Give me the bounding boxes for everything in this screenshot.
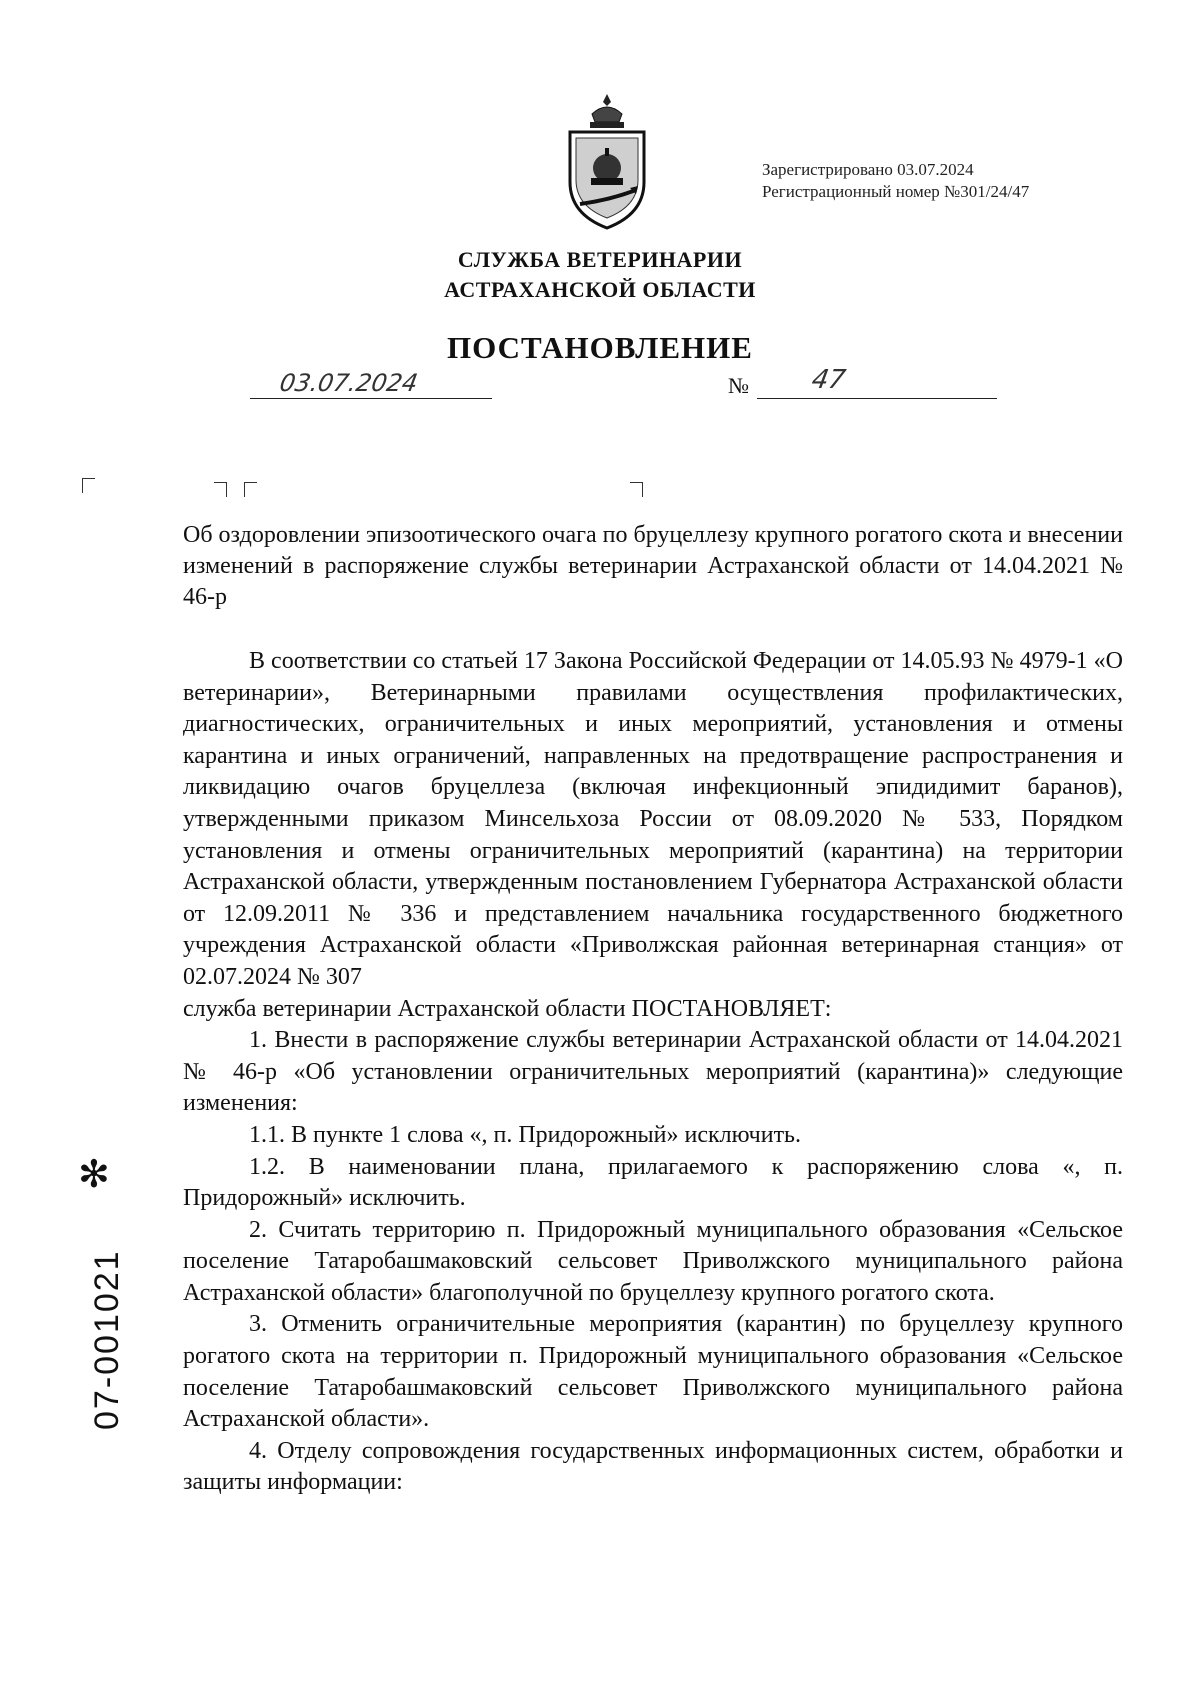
asterisk-icon: ✻ [78, 1152, 110, 1196]
left-margin-mark [82, 478, 95, 493]
clause-1-2: 1.2. В наименовании плана, прилагаемого к распоряжению слова «, п. Придорожный» исключить. [183, 1153, 1123, 1212]
organization-line-2: АСТРАХАНСКОЙ ОБЛАСТИ [444, 277, 756, 302]
coat-of-arms-emblem [562, 92, 652, 232]
clause-1: 1. Внести в распоряжение службы ветеринарии Астраханской области от 14.04.2021 № 46-р «Об установлении ограничительных мероприятий (карантина)» следующие изменения: [183, 1027, 1123, 1117]
number-underline [757, 398, 997, 399]
organization-line-1: СЛУЖБА ВЕТЕРИНАРИИ [457, 247, 743, 272]
decree-paragraph: служба ветеринарии Астраханской области ПОСТАНОВЛЯЕТ: [183, 995, 832, 1022]
document-body [183, 646, 1123, 1499]
document-subject: Об оздоровлении эпизоотического очага по бруцеллезу крупного рогатого скота и внесении изменений в распоряжение службы ветеринарии Астраханской области от 14.04.2021 № 46-р [183, 522, 1123, 610]
registration-number: Регистрационный номер №301/24/47 [762, 182, 1030, 201]
document-date: 03.07.2024 [277, 369, 420, 397]
document-type-title: ПОСТАНОВЛЕНИЕ [447, 330, 753, 365]
clause-3: 3. Отменить ограничительные мероприятия (карантин) по бруцеллезу крупного рогатого скота на территории п. Придорожный муниципального образования «Сельское поселение Татаробашмаковский сельсовет Приволжского муниципального района Астраханской области». [183, 1311, 1123, 1433]
preamble-paragraph: В соответствии со статьей 17 Закона Российской Федерации от 14.05.93 № 4979-1 «О ветеринарии», Ветеринарными правилами осуществления профилактических, диагностических, ограничительных и иных мероприятий, установления и отмены карантина и иных ограничений, направленных на предотвращение распространения и ликвидацию очагов бруцеллеза (включая инфекционный эпидидимит баранов), утвержденными приказом Минсельхоза России от 08.09.2020 № 533, Порядком установления и отмены ограничительных мероприятий (карантина) на территории Астраханской области, утвержденным постановлением Губернатора Астраханской области от 12.09.2011 № 336 и представлением начальника государственного бюджетного учреждения Астраханской области «Приволжская районная ветеринарная станция» от 02.07.2024 № 307 [183, 648, 1123, 990]
date-underline [250, 398, 492, 399]
clause-1-1: 1.1. В пункте 1 слова «, п. Придорожный» исключить. [249, 1121, 801, 1148]
side-registry-number: 07-001021 [88, 1249, 126, 1430]
clause-4: 4. Отделу сопровождения государственных информационных систем, обработки и защиты информации: [183, 1437, 1123, 1496]
subject-bracket-open [244, 482, 257, 497]
subject-bracket-close [630, 482, 643, 497]
organization-name [0, 245, 1200, 305]
document-number: 47 [809, 365, 848, 395]
registration-date: Зарегистрировано 03.07.2024 [762, 160, 974, 179]
number-sign: № [728, 373, 749, 398]
registration-stamp [762, 159, 1029, 203]
clause-2: 2. Считать территорию п. Придорожный муниципального образования «Сельское поселение Татаробашмаковский сельсовет Приволжского муниципального района Астраханской области» благополучной по бруцеллезу крупного рогатого скота. [183, 1216, 1123, 1306]
subject-bracket-left-close [214, 482, 227, 497]
